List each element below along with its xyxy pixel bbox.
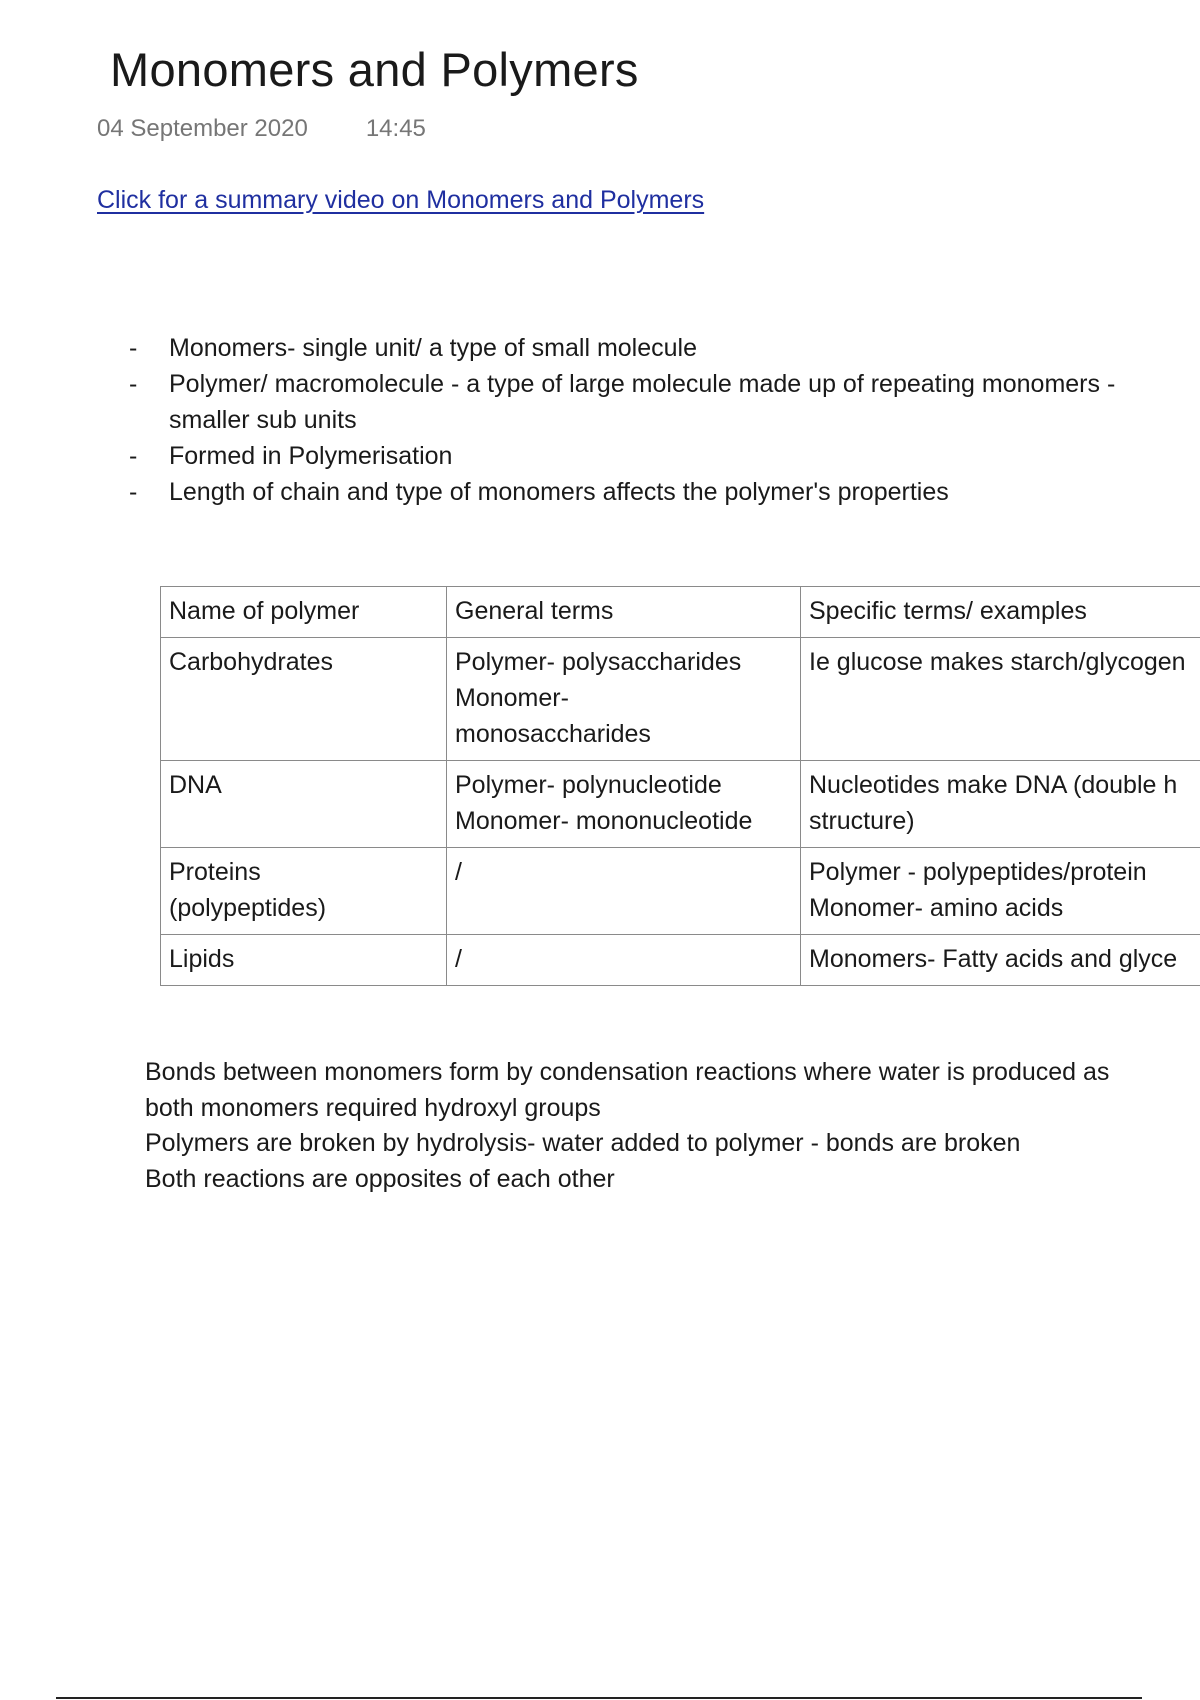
cell-line: Nucleotides make DNA (double h [809,771,1178,799]
cell-line: Monomer- [455,684,569,712]
cell-line: Ie glucose makes starch/glycogen [809,648,1186,676]
cell-general-terms [447,935,801,986]
cell-line: structure) [809,807,915,835]
header-label: Name of polymer [169,597,360,625]
cell-line: (polypeptides) [169,894,327,922]
bullet-item [127,438,1200,474]
cell-general-terms [447,761,801,848]
summary-video-link[interactable]: Click for a summary video on Monomers and Polymers [97,186,705,214]
bullet-item [127,474,1200,510]
cell-line: Proteins [169,858,261,886]
table-row [161,935,1200,986]
reactions-paragraph [145,1055,1109,1197]
cell-general-terms [447,848,801,935]
polymer-table [160,586,1200,986]
paragraph-line: both monomers required hydroxyl groups [145,1093,601,1122]
bullet-item [127,366,1200,438]
cell-line: Monomer- mononucleotide [455,807,753,835]
page-bottom-divider [56,1697,1142,1699]
table-row [161,638,1200,761]
header-label: Specific terms/ examples [809,597,1087,625]
bullet-text: Monomers- single unit/ a type of small molecule [169,334,698,362]
bullet-item [127,330,1200,366]
cell-line: Lipids [169,945,235,973]
note-time: 14:45 [365,115,426,142]
table-row [161,848,1200,935]
bullet-text-continued: smaller sub units [169,406,357,434]
cell-polymer-name [161,638,447,761]
header-cell-general [447,587,801,638]
page-title: Monomers and Polymers [110,43,639,96]
cell-line: DNA [169,771,222,799]
cell-line: Polymer - polypeptides/protein [809,858,1147,886]
bullet-marker: - [129,370,138,398]
cell-line: Polymer- polysaccharides [455,648,742,676]
cell-polymer-name [161,848,447,935]
bullet-text: Length of chain and type of monomers affects the polymer's properties [169,478,949,506]
cell-line: Monomer- amino acids [809,894,1064,922]
cell-specific-terms [801,761,1200,848]
table-row [161,761,1200,848]
cell-specific-terms [801,638,1200,761]
paragraph-line: Bonds between monomers form by condensation reactions where water is produced as [145,1058,1110,1086]
polymer-table-container [160,586,1200,986]
bullet-list [127,330,1200,510]
bullet-text: Formed in Polymerisation [169,442,453,470]
bullet-text: Polymer/ macromolecule - a type of large molecule made up of repeating monomers - [169,370,1116,398]
cell-line: Monomers- Fatty acids and glyce [809,945,1178,973]
cell-polymer-name [161,935,447,986]
header-label: General terms [455,597,614,625]
cell-line: Carbohydrates [169,648,333,676]
cell-specific-terms [801,935,1200,986]
bullet-marker: - [129,334,138,362]
cell-line: monosaccharides [455,720,651,748]
cell-line: / [455,858,462,886]
note-date: 04 September 2020 [97,115,308,142]
cell-polymer-name [161,761,447,848]
cell-line: / [455,945,462,973]
note-timestamp [97,115,426,143]
paragraph-line: Polymers are broken by hydrolysis- water added to polymer - bonds are broken [145,1129,1021,1157]
paragraph-line: Both reactions are opposites of each other [145,1164,615,1193]
cell-general-terms [447,638,801,761]
cell-line: Polymer- polynucleotide [455,771,722,799]
bullet-marker: - [129,478,138,506]
table-header-row [161,587,1200,638]
header-cell-name [161,587,447,638]
cell-specific-terms [801,848,1200,935]
header-cell-specific [801,587,1200,638]
bullet-marker: - [129,442,138,470]
